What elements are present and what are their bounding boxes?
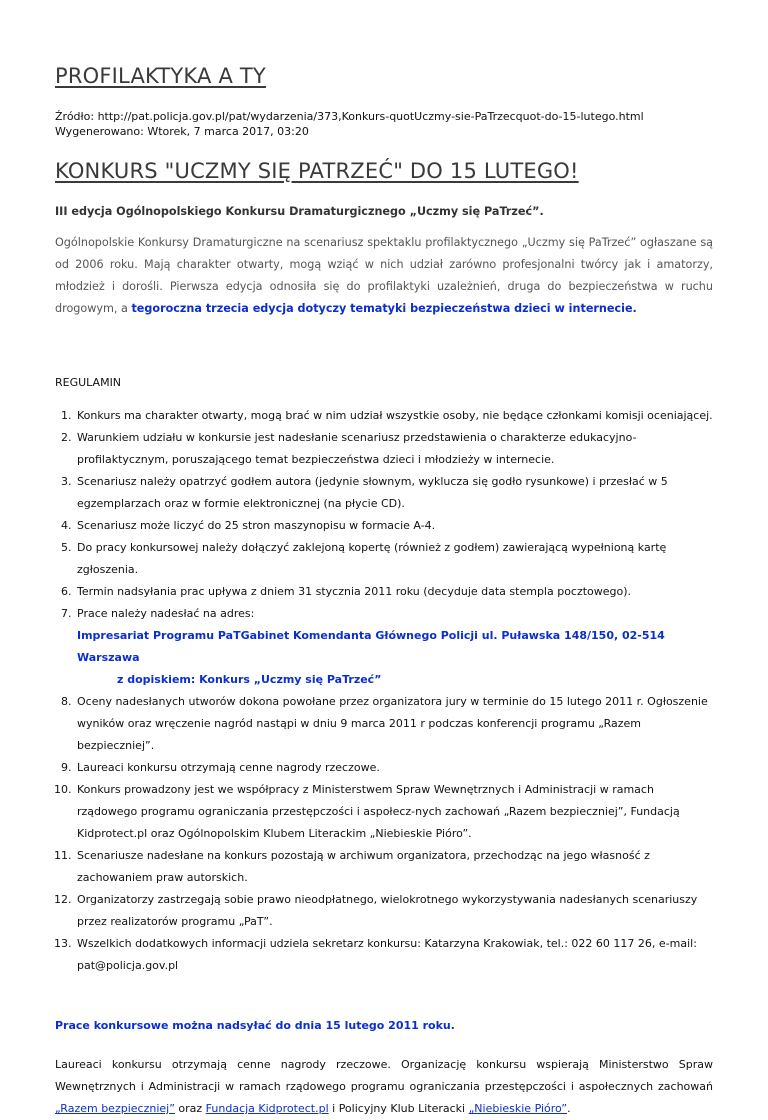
rule-item: 12. Organizatorzy zastrzegają sobie prawo nieodpłatnego, wielokrotnego wykorzystywania nadesłanych scenariuszy przez realizatorów programu „PaT”.: [75, 889, 713, 933]
rule-item: 5. Do pracy konkursowej należy dołączyć zaklejoną kopertę (również z godłem) zawierającą wypełnioną kartę zgłoszenia.: [75, 537, 713, 581]
footer-paragraph: [55, 1054, 713, 1120]
regulamin-heading: REGULAMIN: [55, 376, 122, 389]
rule-item: 8. Oceny nadesłanych utworów dokona powołane przez organizatora jury w terminie do 15 lutego 2011 r. Ogłoszenie wyników oraz wręczenie nagród nastąpi w dniu 9 marca 2011 r podczas konferencji programu „Razem bezpieczniej”.: [75, 691, 713, 757]
link-kidprotect[interactable]: Fundacja Kidprotect.pl: [205, 1102, 329, 1115]
rule-item: 4. Scenariusz może liczyć do 25 stron maszynopisu w formacie A-4.: [75, 515, 713, 537]
rule-item: 3. Scenariusz należy opatrzyć godłem autora (jedynie słownym, wyklucza się godło rysunkowe) i przesłać w 5 egzemplarzach oraz w formie elektronicznej (na płycie CD).: [75, 471, 713, 515]
article-subhead: III edycja Ogólnopolskiego Konkursu Dramaturgicznego „Uczmy się PaTrzeć”.: [55, 205, 544, 218]
link-niebieskie-pioro[interactable]: „Niebieskie Pióro”: [468, 1102, 568, 1115]
link-razem-bezpieczniej[interactable]: „Razem bezpieczniej”: [55, 1102, 175, 1115]
source-url-line: Źródło: http://pat.policja.gov.pl/pat/wydarzenia/373,Konkurs-quotUczmy-sie-PaTrzecquot-do-15-lutego.html: [55, 110, 644, 123]
address-line-2: z dopiskiem: Konkurs „Uczmy się PaTrzeć”: [117, 673, 382, 686]
rule-item: 13. Wszelkich dodatkowych informacji udziela sekretarz konkursu: Katarzyna Krakowiak, tel.: 022 60 117 26, e-mail: pat@policja.gov.pl: [75, 933, 713, 977]
intro-highlight: tegoroczna trzecia edycja dotyczy tematyki bezpieczeństwa dzieci w internecie.: [131, 302, 637, 315]
rule-item: 1. Konkurs ma charakter otwarty, mogą brać w nim udział wszystkie osoby, nie będące członkami komisji oceniającej.: [75, 405, 713, 427]
footer-text-1: Laureaci konkursu otrzymają cenne nagrody rzeczowe. Organizację konkursu wspierają Ministerstwo Spraw Wewnętrznych i Administracji w ramach rządowego programu ograniczania przestępczości i aspołecznych zachowań: [55, 1058, 713, 1093]
article-headline: KONKURS "UCZMY SIĘ PATRZEĆ" DO 15 LUTEGO!: [55, 159, 579, 183]
rule-item: 11. Scenariusze nadesłane na konkurs pozostają w archiwum organizatora, przechodząc na jego własność z zachowaniem praw autorskich.: [75, 845, 713, 889]
footer-text-4: .: [567, 1102, 571, 1115]
deadline-notice: Prace konkursowe można nadsyłać do dnia 15 lutego 2011 roku.: [55, 1019, 455, 1032]
rule-item-address-label: Prace należy nadesłać na adres:: [77, 607, 255, 620]
rule-item-address: [75, 603, 713, 691]
footer-text-3: i Policyjny Klub Literacki: [328, 1102, 469, 1115]
rules-list: [55, 405, 713, 977]
rule-item: 6. Termin nadsyłania prac upływa z dniem 31 stycznia 2011 roku (decyduje data stempla pocztowego).: [75, 581, 713, 603]
site-title: PROFILAKTYKA A TY: [55, 64, 266, 88]
footer-text-2: oraz: [174, 1102, 206, 1115]
rule-item: 10. Konkurs prowadzony jest we współpracy z Ministerstwem Spraw Wewnętrznych i Administracji w ramach rządowego programu ograniczania przestępczości i aspołecz-nych zachowań „Razem bezpieczniej”, Fundacją Kidprotect.pl oraz Ogólnopolskim Klubem Literackim „Niebieskie Pióro”.: [75, 779, 713, 845]
intro-paragraph: [55, 232, 713, 320]
rule-item: 2. Warunkiem udziału w konkursie jest nadesłanie scenariusz przedstawienia o charakterze edukacyjno-profilaktycznym, poruszającego temat bezpieczeństwa dzieci i młodzieży w internecie.: [75, 427, 713, 471]
rule-item: 9. Laureaci konkursu otrzymają cenne nagrody rzeczowe.: [75, 757, 713, 779]
generated-date-line: Wygenerowano: Wtorek, 7 marca 2017, 03:20: [55, 125, 309, 138]
intro-text: Ogólnopolskie Konkursy Dramaturgiczne na scenariusz spektaklu profilaktycznego „Uczmy się PaTrzeć” ogłaszane są od 2006 roku. Mają charakter otwarty, mogą wziąć w nich udział zarówno profesjonalni twórcy jak i amatorzy, młodzież i dorośli. Pierwsza edycja odnosiła się do profilaktyki uzależnień, druga do bezpieczeństwa w ruchu drogowym, a: [55, 236, 713, 315]
source-info: [55, 109, 713, 139]
address-line-1: Impresariat Programu PaTGabinet Komendanta Głównego Policji ul. Puławska 148/150, 02-514 Warszawa: [77, 629, 665, 664]
